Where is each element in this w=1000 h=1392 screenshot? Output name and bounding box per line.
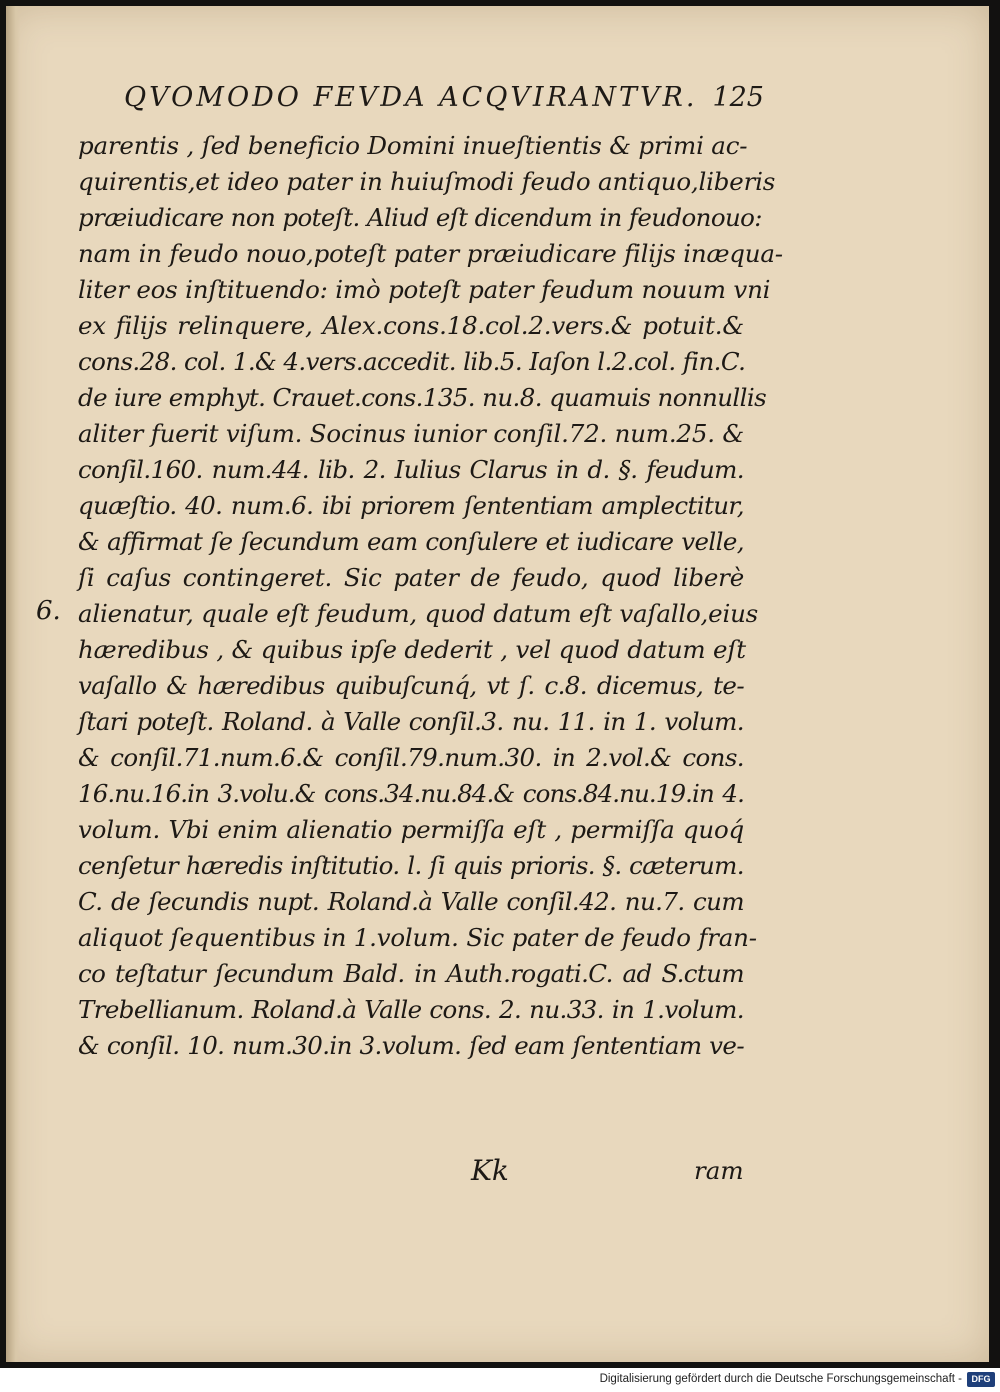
- text-line: Trebellianum. Roland.à Valle cons. 2. nu.33. in 1.volum.: [78, 995, 744, 1024]
- text-line: ex filijs relinquere, Alex.cons.18.col.2.vers.& potuit.&: [78, 311, 744, 340]
- text-line: alienatur, quale eſt feudum, quod datum eſt vaſallo,eius: [78, 599, 759, 628]
- text-line: & conſil. 10. num.30.in 3.volum. ſed eam ſententiam ve-: [78, 1031, 744, 1060]
- footer-bar: [0, 1368, 1000, 1392]
- running-head: QVOMODO FEVDA ACQVIRANTVR.: [124, 82, 698, 113]
- margin-note: 6.: [36, 596, 61, 626]
- text-line: 16.nu.16.in 3.volu.& cons.34.nu.84.& cons.84.nu.19.in 4.: [78, 779, 744, 808]
- text-line: quæſtio. 40. num.6. ibi priorem ſententiam amplectitur,: [78, 491, 744, 520]
- text-line: liter eos inſtituendo: imò poteſt pater feudum nouum vni: [78, 275, 771, 304]
- text-line: & conſil.71.num.6.& conſil.79.num.30. in 2.vol.& cons.: [78, 743, 744, 772]
- catchword: ram: [694, 1156, 744, 1185]
- text-line: de iure emphyt. Crauet.cons.135. nu.8. quamuis nonnullis: [78, 383, 767, 412]
- text-line: aliter fuerit viſum. Socinus iunior conſil.72. num.25. &: [78, 419, 744, 448]
- text-line: parentis , ſed beneficio Domini inueſtientis & primi ac-: [78, 131, 748, 160]
- text-line: aliquot ſequentibus in 1.volum. Sic pater de feudo fran-: [78, 923, 757, 952]
- text-line: ſi caſus contingeret. Sic pater de feudo, quod liberè: [78, 563, 744, 592]
- text-line: nam in feudo nouo,poteſt pater præiudicare filijs inæqua-: [78, 239, 783, 268]
- text-line: quirentis,et ideo pater in huiuſmodi feudo antiquo,liberis: [78, 167, 776, 196]
- book-page: [6, 6, 989, 1362]
- text-line: præiudicare non poteſt. Aliud eſt dicendum in feudonouo:: [78, 203, 762, 232]
- text-line: & affirmat ſe ſecundum eam conſulere et iudicare velle,: [78, 527, 744, 556]
- text-line: vaſallo & hæredibus quibuſcunq́, vt ſ. c.8. dicemus, te-: [78, 671, 744, 700]
- page-number: 125: [712, 82, 764, 113]
- text-line: conſil.160. num.44. lib. 2. Iulius Clarus in d. §. feudum.: [78, 455, 744, 484]
- signature-mark: Kk: [471, 1154, 509, 1187]
- text-line: hæredibus , & quibus ipſe dederit , vel quod datum eſt: [78, 635, 746, 664]
- dfg-logo: DFG: [967, 1372, 995, 1387]
- funding-notice: Digitalisierung gefördert durch die Deutsche Forschungsgemeinschaft -: [599, 1373, 962, 1385]
- body-text: [78, 128, 783, 1064]
- text-line: C. de ſecundis nupt. Roland.à Valle conſil.42. nu.7. cum: [78, 887, 744, 916]
- page-header: [124, 82, 764, 122]
- text-line: cons.28. col. 1.& 4.vers.accedit. lib.5. Iaſon l.2.col. fin.C.: [78, 347, 746, 376]
- text-line: cenſetur hæredis inſtitutio. l. ſi quis prioris. §. cæterum.: [78, 851, 744, 880]
- page-edge: [6, 6, 20, 1362]
- text-line: co teſtatur ſecundum Bald. in Auth.rogati.C. ad S.ctum: [78, 959, 744, 988]
- text-line: ſtari poteſt. Roland. à Valle conſil.3. nu. 11. in 1. volum.: [78, 707, 744, 736]
- text-line: volum. Vbi enim alienatio permiſſa eſt , permiſſa quoq́: [78, 815, 744, 844]
